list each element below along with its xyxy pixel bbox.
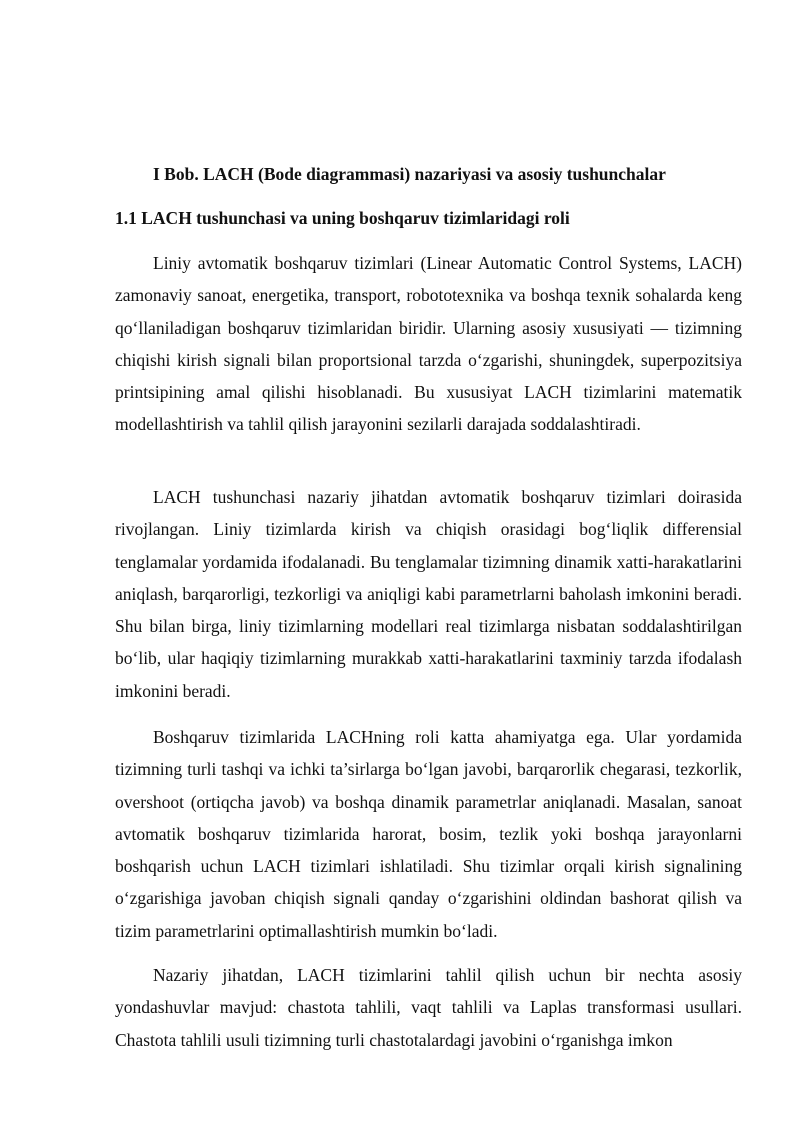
chapter-title: I Bob. LACH (Bode diagrammasi) nazariyasi va asosiy tushunchalar xyxy=(153,164,666,184)
body-paragraph: Liniy avtomatik boshqaruv tizimlari (Linear Automatic Control Systems, LACH) zamonaviy sanoat, energetika, transport, robototexnika va boshqa texnik sohalarda keng qo‘llaniladigan boshqaruv tizimlaridan biridir. Ularning asosiy xususiyati — tizimning chiqishi kirish signali bilan proportsional tarzda o‘zgarishi, shuningdek, superpozitsiya printsipining amal qilishi hisoblanadi. Bu xususiyat LACH tizimlarini matematik modellashtirish va tahlil qilish jarayonini sezilarli darajada soddalashtiradi. xyxy=(115,253,742,435)
section-title: 1.1 LACH tushunchasi va uning boshqaruv tizimlaridagi roli xyxy=(115,208,570,228)
body-paragraph: Boshqaruv tizimlarida LACHning roli katta ahamiyatga ega. Ular yordamida tizimning turli tashqi va ichki ta’sirlarga bo‘lgan javobi, barqarorlik chegarasi, tezkorlik, overshoot (ortiqcha javob) va boshqa dinamik parametrlar aniqlanadi. Masalan, sanoat avtomatik boshqaruv tizimlarida harorat, bosim, tezlik yoki boshqa jarayonlarni boshqarish uchun LACH tizimlari ishlatiladi. Shu tizimlar orqali kirish signalining o‘zgarishiga javoban chiqish signali qanday o‘zgarishini oldindan bashorat qilish va tizim parametrlarini optimallashtirish mumkin bo‘ladi. xyxy=(115,727,742,941)
body-paragraph: Nazariy jihatdan, LACH tizimlarini tahlil qilish uchun bir nechta asosiy yondashuvlar mavjud: chastota tahlili, vaqt tahlili va Laplas transformasi usullari. Chastota tahlili usuli tizimning turli chastotalardagi javobini o‘rganishga imkon xyxy=(115,965,742,1050)
body-paragraph: LACH tushunchasi nazariy jihatdan avtomatik boshqaruv tizimlari doirasida rivojlangan. Liniy tizimlarda kirish va chiqish orasidagi bog‘liqlik differensial tenglamalar yordamida ifodalanadi. Bu tenglamalar tizimning dinamik xatti-harakatlarini aniqlash, barqarorligi, tezkorligi va aniqligi kabi parametrlarni baholash imkonini beradi. Shu bilan birga, liniy tizimlarning modellari real tizimlarga nisbatan soddalashtirilgan bo‘lib, ular haqiqiy tizimlarning murakkab xatti-harakatlarini taxminiy tarzda ifodalash imkonini beradi. xyxy=(115,487,742,701)
